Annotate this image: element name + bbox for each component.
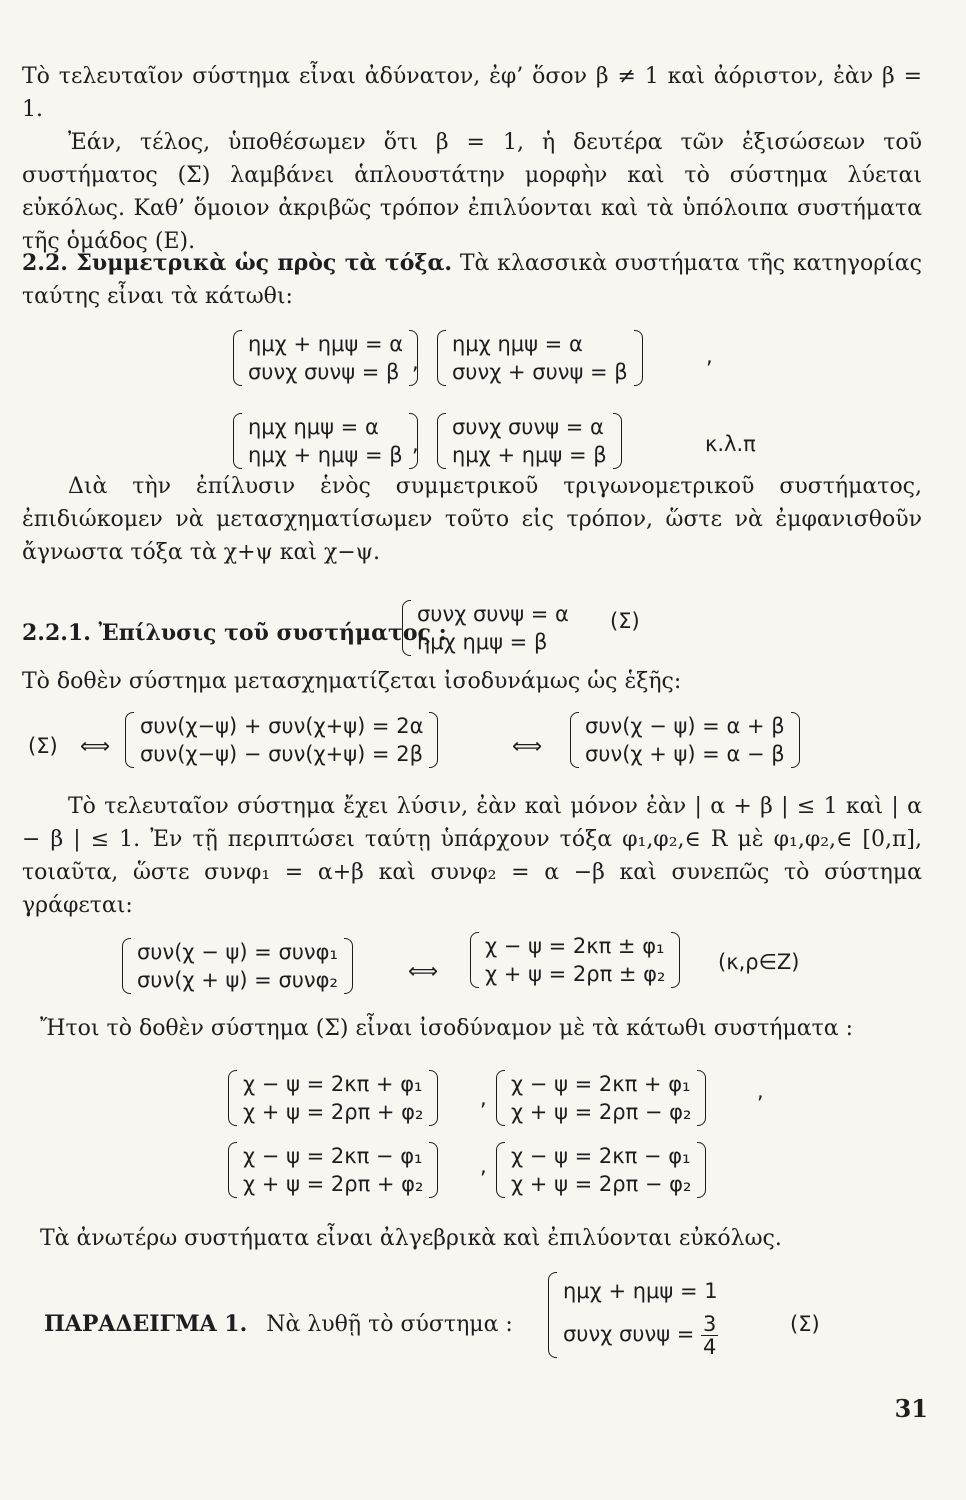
section-heading: 2.2. Συμμετρικὰ ὡς πρὸς τὰ τόξα. [22, 250, 453, 276]
equation: συν(χ−ψ) − συν(χ+ψ) = 2β [140, 742, 423, 766]
section-2-2 [22, 247, 922, 313]
equation: χ + ψ = 2ρπ + φ₂ [243, 1172, 424, 1196]
equation: ημχ + ημψ = 1 [563, 1279, 718, 1303]
system-s4 [496, 1142, 706, 1198]
equation: χ + ψ = 2ρπ + φ₂ [243, 1100, 424, 1124]
system-b [570, 712, 800, 768]
system-c [122, 938, 353, 994]
equation: ημχ ημψ = β [417, 630, 548, 654]
system-3 [233, 413, 418, 469]
example-heading: ΠΑΡΑΔΕΙΓΜΑ 1. [44, 1311, 248, 1337]
system-s2 [496, 1070, 706, 1126]
equation: συν(χ − ψ) = α + β [585, 714, 785, 738]
equation: ημχ + ημψ = α [248, 332, 404, 356]
equation: χ − ψ = 2κπ + φ₁ [511, 1072, 691, 1096]
system-a [125, 712, 438, 768]
equivalence-arrow: ⟺ [512, 734, 543, 758]
equation: συν(χ + ψ) = α − β [585, 742, 785, 766]
comma: , [480, 1086, 487, 1110]
solution-paragraph: Τὸ τελευταῖον σύστημα ἔχει λύσιν, ἐὰν καὶ μόνον ἐὰν | α + β | ≤ 1 καὶ | α − β | ≤ 1. Ἐν τῇ περιπτώσει ταύτῃ ὑπάρχουν τόξα φ₁,φ₂,∈ R μὲ φ₁,φ₂,∈ [0,π], τοιαῦτα, ὥστε συνφ₁ = α+β καὶ συνφ₂ = α −β καὶ συνεπῶς τὸ σύστημα γράφεται: [22, 794, 922, 918]
etc: κ.λ.π [705, 432, 756, 456]
system-1 [233, 330, 418, 386]
equation: συν(χ − ψ) = συνφ₁ [137, 940, 338, 964]
comma: , [412, 432, 419, 456]
equation: συνχ + συνψ = β [452, 360, 628, 384]
transform-line: Τὸ δοθὲν σύστημα μετασχηματίζεται ἰσοδυνάμως ὡς ἑξῆς: [22, 669, 682, 694]
equation: χ − ψ = 2κπ + φ₁ [243, 1072, 423, 1096]
system-s1 [228, 1070, 438, 1126]
equation: χ − ψ = 2κπ ± φ₁ [485, 934, 665, 958]
equation: ημχ ημψ = α [452, 332, 583, 356]
system-2 [437, 330, 643, 386]
equivalence-arrow: ⟺ [408, 959, 439, 983]
comma: , [480, 1154, 487, 1178]
equation: συνχ συνψ = α [417, 602, 569, 626]
equation: ημχ + ημψ = β [248, 443, 403, 467]
section-2-2-paragraph: Διὰ τὴν ἐπίλυσιν ἑνὸς συμμετρικοῦ τριγωνομετρικοῦ συστήματος, ἐπιδιώκομεν νὰ μετασχηματίσωμεν τοῦτο εἰς τρόπον, ὥστε νὰ ἐμφανισθοῦν ἄγνωστα τόξα τὰ χ+ψ καὶ χ−ψ. [22, 474, 922, 565]
system-label: (Σ) [28, 734, 58, 758]
denominator: 4 [703, 1334, 717, 1359]
intro-line: Τὸ τελευταῖον σύστημα εἶναι ἀδύνατον, ἐφ’ ὅσον β ≠ 1 καὶ ἀόριστον, ἐὰν β = 1. [22, 64, 922, 122]
example-block [44, 1308, 513, 1341]
fraction [701, 1313, 718, 1358]
comma: , [412, 350, 419, 374]
intro-paragraph: Ἐάν, τέλος, ὑποθέσωμεν ὅτι β = 1, ἡ δευτέρα τῶν ἐξισώσεων τοῦ συστήματος (Σ) λαμβάνει ἁπλουστάτην μορφὴν καὶ τὸ σύστημα λύεται εὐκόλως. Καθ’ ὅμοιον ἀκριβῶς τρόπον ἐπιλύονται καὶ τὰ ὑπόλοιπα συστήματα τῆς ὁμάδος (Ε). [22, 130, 922, 254]
algebraic-line: Τὰ ἀνωτέρω συστήματα εἶναι ἀλγεβρικὰ καὶ ἐπιλύονται εὐκόλως. [40, 1226, 782, 1251]
equation: χ + ψ = 2ρπ − φ₂ [511, 1172, 692, 1196]
integer-condition: (κ,ρ∈Z) [718, 950, 800, 974]
numerator: 3 [703, 1311, 717, 1336]
example-system [548, 1272, 718, 1358]
equation: χ + ψ = 2ρπ ± φ₂ [485, 962, 666, 986]
equation: συνχ συνψ = α [452, 415, 604, 439]
system-4 [437, 413, 622, 469]
equation: χ − ψ = 2κπ − φ₁ [511, 1144, 691, 1168]
system-label: (Σ) [610, 609, 640, 633]
equation: συν(χ−ψ) + συν(χ+ψ) = 2α [140, 714, 424, 738]
equivalence-arrow: ⟺ [80, 734, 111, 758]
subsection-heading: 2.2.1. Ἐπίλυσις τοῦ συστήματος : [22, 620, 447, 646]
system-s3 [228, 1142, 438, 1198]
comma: , [706, 344, 713, 368]
equation: χ + ψ = 2ρπ − φ₂ [511, 1100, 692, 1124]
equation: ημχ ημψ = α [248, 415, 379, 439]
system-label: (Σ) [790, 1312, 820, 1336]
equation: ημχ + ημψ = β [452, 443, 607, 467]
equation: χ − ψ = 2κπ − φ₁ [243, 1144, 423, 1168]
equation: συν(χ + ψ) = συνφ₂ [137, 968, 338, 992]
comma: , [757, 1079, 764, 1103]
equation: συνχ συνψ = β [248, 360, 400, 384]
section-text: Τὰ κλασσικὰ συστήματα τῆς κατηγορίας ταύτης εἶναι τὰ κάτωθι: [22, 251, 922, 309]
intro-block [22, 60, 922, 258]
equivalent-line: Ἤτοι τὸ δοθὲν σύστημα (Σ) εἶναι ἰσοδύναμον μὲ τὰ κάτωθι συστήματα : [40, 1016, 854, 1041]
equation-lhs: συνχ συνψ = [563, 1322, 695, 1346]
system-d [470, 932, 680, 988]
system-sigma [402, 600, 569, 656]
example-text: Νὰ λυθῇ τὸ σύστημα : [266, 1312, 513, 1337]
equation-fraction [563, 1310, 718, 1358]
page-number: 31 [894, 1394, 928, 1423]
